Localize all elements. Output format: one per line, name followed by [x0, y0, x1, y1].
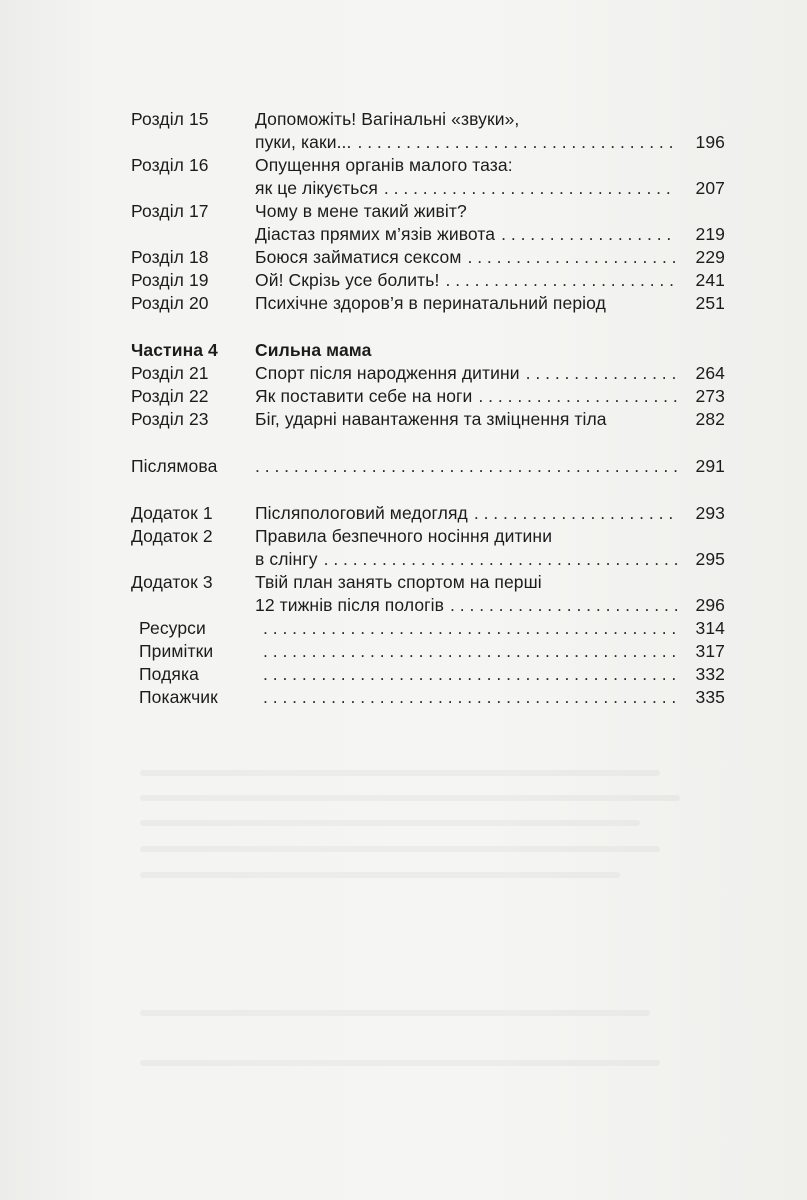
bleed-through-mark [140, 795, 680, 801]
page-number: 196 [695, 132, 725, 152]
entry-title: 12 тижнів після пологів [255, 595, 445, 615]
entry-title: Твій план занять спортом на перші [255, 572, 542, 592]
entry-label: Ресурси [139, 618, 206, 638]
entry-title: Допоможіть! Вагінальні «звуки», [255, 109, 520, 129]
dot-leader [478, 385, 677, 408]
toc-entry-acknowledgements[interactable] [131, 663, 725, 686]
bleed-through-mark [140, 872, 620, 878]
entry-label: Додаток 1 [131, 503, 213, 523]
entry-title: Чому в мене такий живіт? [255, 201, 467, 221]
page-number: 282 [695, 409, 725, 429]
dot-leader [255, 455, 677, 478]
toc-entry-chapter-18[interactable] [131, 246, 725, 269]
entry-label: Додаток 3 [131, 572, 213, 592]
page-number: 332 [695, 664, 725, 684]
part-label: Частина 4 [131, 340, 218, 360]
entry-title: пуки, каки... [255, 132, 352, 152]
toc-entry-appendix-3[interactable] [131, 571, 725, 617]
page-number: 207 [695, 178, 725, 198]
toc-entry-chapter-17[interactable] [131, 200, 725, 246]
page-number: 295 [695, 549, 725, 569]
page-number: 273 [695, 386, 725, 406]
toc-entry-resources[interactable] [131, 617, 725, 640]
toc-entry-notes[interactable] [131, 640, 725, 663]
toc-entry-index[interactable] [131, 686, 725, 709]
page-number: 317 [695, 641, 725, 661]
toc-entry-appendix-1[interactable] [131, 502, 725, 525]
dot-leader [357, 131, 677, 154]
bleed-through-mark [140, 820, 640, 826]
toc-entry-chapter-19[interactable] [131, 269, 725, 292]
dot-leader [450, 594, 677, 617]
page-number: 296 [695, 595, 725, 615]
entry-title: Як поставити себе на ноги [255, 386, 473, 406]
entry-label: Подяка [139, 664, 199, 684]
page-number: 264 [695, 363, 725, 383]
dot-leader [384, 177, 677, 200]
page-number: 291 [695, 456, 725, 476]
dot-leader [324, 548, 677, 571]
entry-label: Розділ 23 [131, 409, 209, 429]
dot-leader [263, 663, 677, 686]
page-number: 293 [695, 503, 725, 523]
page-number: 219 [695, 224, 725, 244]
dot-leader [526, 362, 677, 385]
dot-leader [467, 246, 677, 269]
dot-leader [474, 502, 677, 525]
entry-label: Розділ 19 [131, 270, 209, 290]
bleed-through-mark [140, 770, 660, 776]
entry-title: Біг, ударні навантаження та зміцнення тіла [255, 409, 607, 429]
toc-entry-chapter-23[interactable] [131, 408, 725, 431]
entry-title: Психічне здоров’я в перинатальний період [255, 293, 606, 313]
dot-leader [501, 223, 677, 246]
table-of-contents [131, 108, 725, 709]
toc-entry-appendix-2[interactable] [131, 525, 725, 571]
entry-label: Розділ 15 [131, 109, 209, 129]
entry-title: Післяпологовий медогляд [255, 503, 468, 523]
entry-title: Боюся займатися сексом [255, 247, 462, 267]
entry-title: в слінгу [255, 549, 318, 569]
entry-label: Розділ 20 [131, 293, 209, 313]
page-number: 251 [695, 293, 725, 313]
entry-label: Розділ 16 [131, 155, 209, 175]
toc-entry-chapter-21[interactable] [131, 362, 725, 385]
page-number: 335 [695, 687, 725, 707]
dot-leader [263, 640, 677, 663]
bleed-through-mark [140, 1010, 650, 1016]
entry-title: Правила безпечного носіння дитини [255, 526, 553, 546]
toc-entry-chapter-20[interactable] [131, 292, 725, 315]
entry-label: Додаток 2 [131, 526, 213, 546]
entry-label: Розділ 18 [131, 247, 209, 267]
entry-title: Опущення органів малого таза: [255, 155, 513, 175]
entry-label: Примітки [139, 641, 214, 661]
entry-label: Покажчик [139, 687, 218, 707]
part-title: Сильна мама [255, 340, 372, 360]
dot-leader [263, 686, 677, 709]
toc-entry-chapter-15[interactable] [131, 108, 725, 154]
dot-leader [263, 617, 677, 640]
bleed-through-mark [140, 1060, 660, 1066]
toc-entry-chapter-16[interactable] [131, 154, 725, 200]
page-number: 241 [695, 270, 725, 290]
toc-part-heading[interactable] [131, 339, 725, 362]
entry-title: як це лікується [255, 178, 378, 198]
page-number: 314 [695, 618, 725, 638]
entry-title: Спорт після народження дитини [255, 363, 520, 383]
entry-label: Післямова [131, 456, 218, 476]
dot-leader [445, 269, 677, 292]
entry-label: Розділ 17 [131, 201, 209, 221]
entry-title: Ой! Скрізь усе болить! [255, 270, 440, 290]
bleed-through-mark [140, 846, 660, 852]
page-number: 229 [695, 247, 725, 267]
toc-entry-chapter-22[interactable] [131, 385, 725, 408]
entry-label: Розділ 22 [131, 386, 209, 406]
entry-title: Діастаз прямих м’язів живота [255, 224, 496, 244]
entry-label: Розділ 21 [131, 363, 209, 383]
toc-entry-afterword[interactable] [131, 455, 725, 478]
